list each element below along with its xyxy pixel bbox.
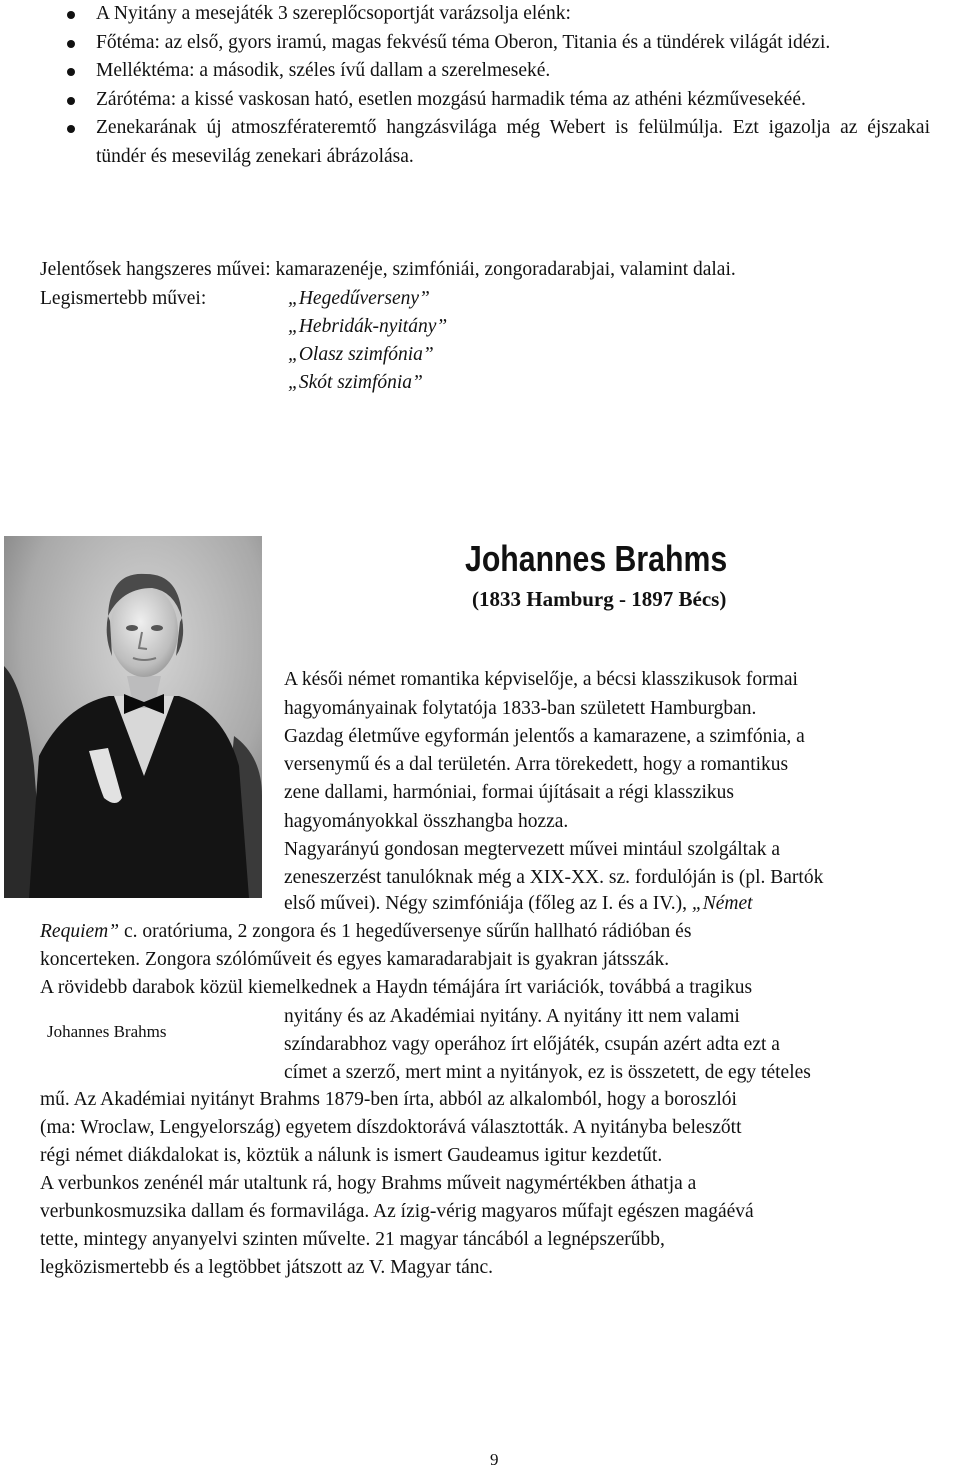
paragraph-line: hagyományainak folytatója 1833-ban született Hamburgban. <box>284 698 757 719</box>
section-subtitle: (1833 Hamburg - 1897 Bécs) <box>472 587 727 611</box>
section-title: Johannes Brahms <box>465 538 728 579</box>
bullet-item: Melléktéma: a második, széles ívű dallam a szerelmeseké. <box>40 57 930 86</box>
paragraph-line: régi német diákdalokat is, köztük a nálunk is ismert Gaudeamus igitur kezdetűt. <box>40 1145 663 1166</box>
paragraph-line <box>284 890 753 919</box>
work-title: „Skót szimfónia” <box>288 372 423 393</box>
paragraph-line: zeneszerzést tanulóknak még a XIX-XX. sz. fordulóján is (pl. Bartók <box>284 867 824 888</box>
paragraph-line: színdarabhoz vagy operához írt előjáték, csupán azért adta ezt a <box>284 1034 780 1055</box>
work-title: „Német <box>691 893 753 914</box>
paragraph-line: Gazdag életműve egyformán jelentős a kamarazene, a szimfónia, a <box>284 726 805 747</box>
paragraph-line: versenymű és a dal területén. Arra törekedett, hogy a romantikus <box>284 754 789 775</box>
paragraph-line: tette, mintegy anyanyelvi szinten művelte. 21 magyar táncából a legnépszerűbb, <box>40 1229 665 1250</box>
portrait-caption: Johannes Brahms <box>47 1022 167 1041</box>
paragraph-line: koncerteken. Zongora szólóműveit és egyes kamaradarabjait is gyakran játsszák. <box>40 949 670 970</box>
paragraph-text: első művei). Négy szimfóniája (főleg az I. és a IV.), <box>284 893 692 914</box>
work-title: „Hegedűverseny” <box>288 288 430 309</box>
page-number: 9 <box>490 1450 499 1469</box>
paragraph-line: nyitány és az Akadémiai nyitány. A nyitány itt nem valami <box>284 1006 740 1027</box>
paragraph-line: verbunkosmuzsika dallam és formavilága. Az ízig-vérig magyaros műfajt egészen magáévá <box>40 1201 754 1222</box>
work-title: „Olasz szimfónia” <box>288 344 434 365</box>
work-title: Requiem” <box>40 921 120 942</box>
paragraph-line: hagyományokkal összhangba hozza. <box>284 811 569 832</box>
paragraph-line: A verbunkos zenénél már utaltunk rá, hogy Brahms műveit nagymértékben áthatja a <box>40 1173 697 1194</box>
bullet-item: Zenekarának új atmoszférateremtő hangzásvilága még Webert is felülmúlja. Ezt igazolja az éjszakai tündér és mesevilág zenekari ábrázolása. <box>40 114 930 171</box>
paragraph-line: A késői német romantika képviselője, a bécsi klasszikusok formai <box>284 669 798 690</box>
paragraph-line: címet a szerző, mert mint a nyitányok, ez is összetett, de egy tételes <box>284 1062 811 1083</box>
paragraph-line: Nagyarányú gondosan megtervezett művei mintául szolgáltak a <box>284 839 781 860</box>
work-title: „Hebridák-nyitány” <box>288 316 448 337</box>
paragraph-line: legközismertebb és a legtöbbet játszott az V. Magyar tánc. <box>40 1257 494 1278</box>
paragraph-line <box>40 918 691 947</box>
paragraph-line: zene dallami, harmóniai, formai újításait a régi klasszikus <box>284 782 734 803</box>
bullet-item: Főtéma: az első, gyors iramú, magas fekvésű téma Oberon, Titania és a tündérek világát idézi. <box>40 29 930 58</box>
paragraph-line: A rövidebb darabok közül kiemelkednek a Haydn témájára írt variációk, továbbá a tragikus <box>40 977 753 998</box>
works-intro: Jelentősek hangszeres művei: kamarazenéje, szimfóniái, zongoradarabjai, valamint dalai. <box>40 259 736 280</box>
bullet-list <box>40 0 930 171</box>
bullet-item: Zárótéma: a kissé vaskosan ható, esetlen mozgású harmadik téma az athéni kézművesekéé. <box>40 86 930 115</box>
paragraph-text: c. oratóriuma, 2 zongora és 1 hegedűversenye sűrűn hallható rádióban és <box>119 921 692 942</box>
bullet-item: A Nyitány a mesejáték 3 szereplőcsoportját varázsolja elénk: <box>40 0 930 29</box>
works-label: Legismertebb művei: <box>40 288 207 309</box>
paragraph-line: mű. Az Akadémiai nyitányt Brahms 1879-ben írta, abból az alkalomból, hogy a boroszlói <box>40 1089 737 1110</box>
brahms-portrait <box>4 536 262 898</box>
paragraph-line: (ma: Wroclaw, Lengyelország) egyetem díszdoktorává választották. A nyitányba beleszőtt <box>40 1117 742 1138</box>
